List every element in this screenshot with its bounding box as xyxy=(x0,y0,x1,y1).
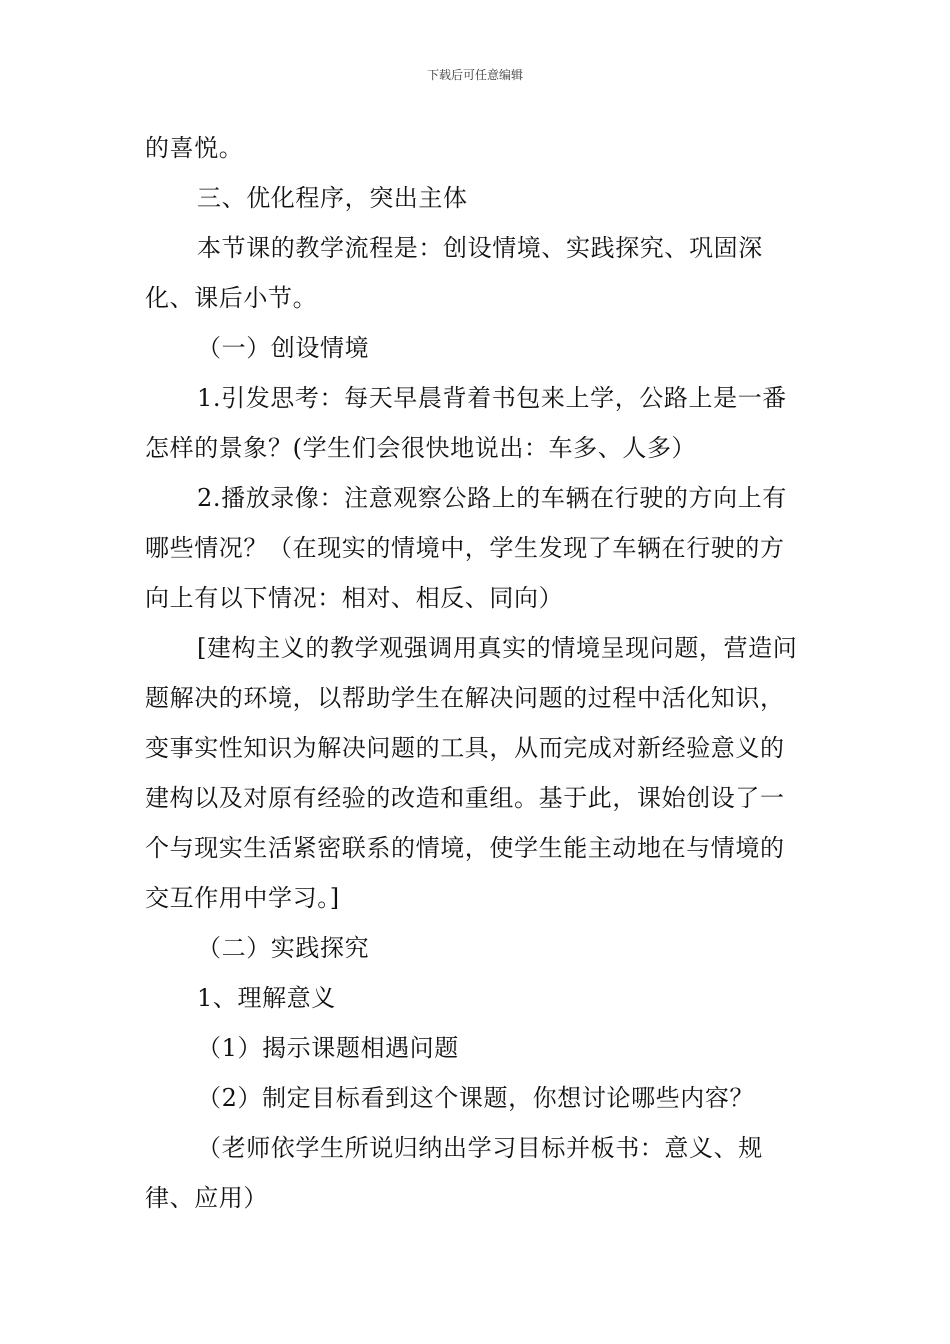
section-heading-3: 三、优化程序，突出主体 xyxy=(197,184,468,212)
item-sub-1: （1）揭示课题相遇问题 xyxy=(197,1034,459,1062)
item-sub-2: （2）制定目标看到这个课题，你想讨论哪些内容？ xyxy=(197,1084,755,1112)
paragraph-commentary: [建构主义的教学观强调用真实的情境呈现问题，营造问题解决的环境，以帮助学生在解决问题的过程中活化知识，变事实性知识为解决问题的工具，从而完成对新经验意义的建构以及对原有经验的改造和重组。基于此，课始创设了一个与现实生活紧密联系的情境，使学生能主动地在与情境的交互作用中学习。] xyxy=(145,634,798,912)
page-header: 下载后可任意编辑 xyxy=(426,68,523,82)
paragraph-step-1: 1.引发思考：每天早晨背着书包来上学，公路上是一番怎样的景象？(学生们会很快地说出：车多、人多） xyxy=(145,384,787,462)
document-body xyxy=(145,123,807,1223)
subsection-heading-1: （一）创设情境 xyxy=(197,334,370,362)
paragraph-continuation: 的喜悦。 xyxy=(145,134,244,162)
item-heading-1: 1、理解意义 xyxy=(197,984,336,1012)
subsection-heading-2: （二）实践探究 xyxy=(197,934,370,962)
paragraph-note: （老师依学生所说归纳出学习目标并板书：意义、规律、应用） xyxy=(145,1134,763,1212)
paragraph-flow: 本节课的教学流程是：创设情境、实践探究、巩固深化、课后小节。 xyxy=(145,234,763,312)
paragraph-step-2: 2.播放录像：注意观察公路上的车辆在行驶的方向上有哪些情况？（在现实的情境中，学生发现了车辆在行驶的方向上有以下情况：相对、相反、同向） xyxy=(145,484,787,612)
